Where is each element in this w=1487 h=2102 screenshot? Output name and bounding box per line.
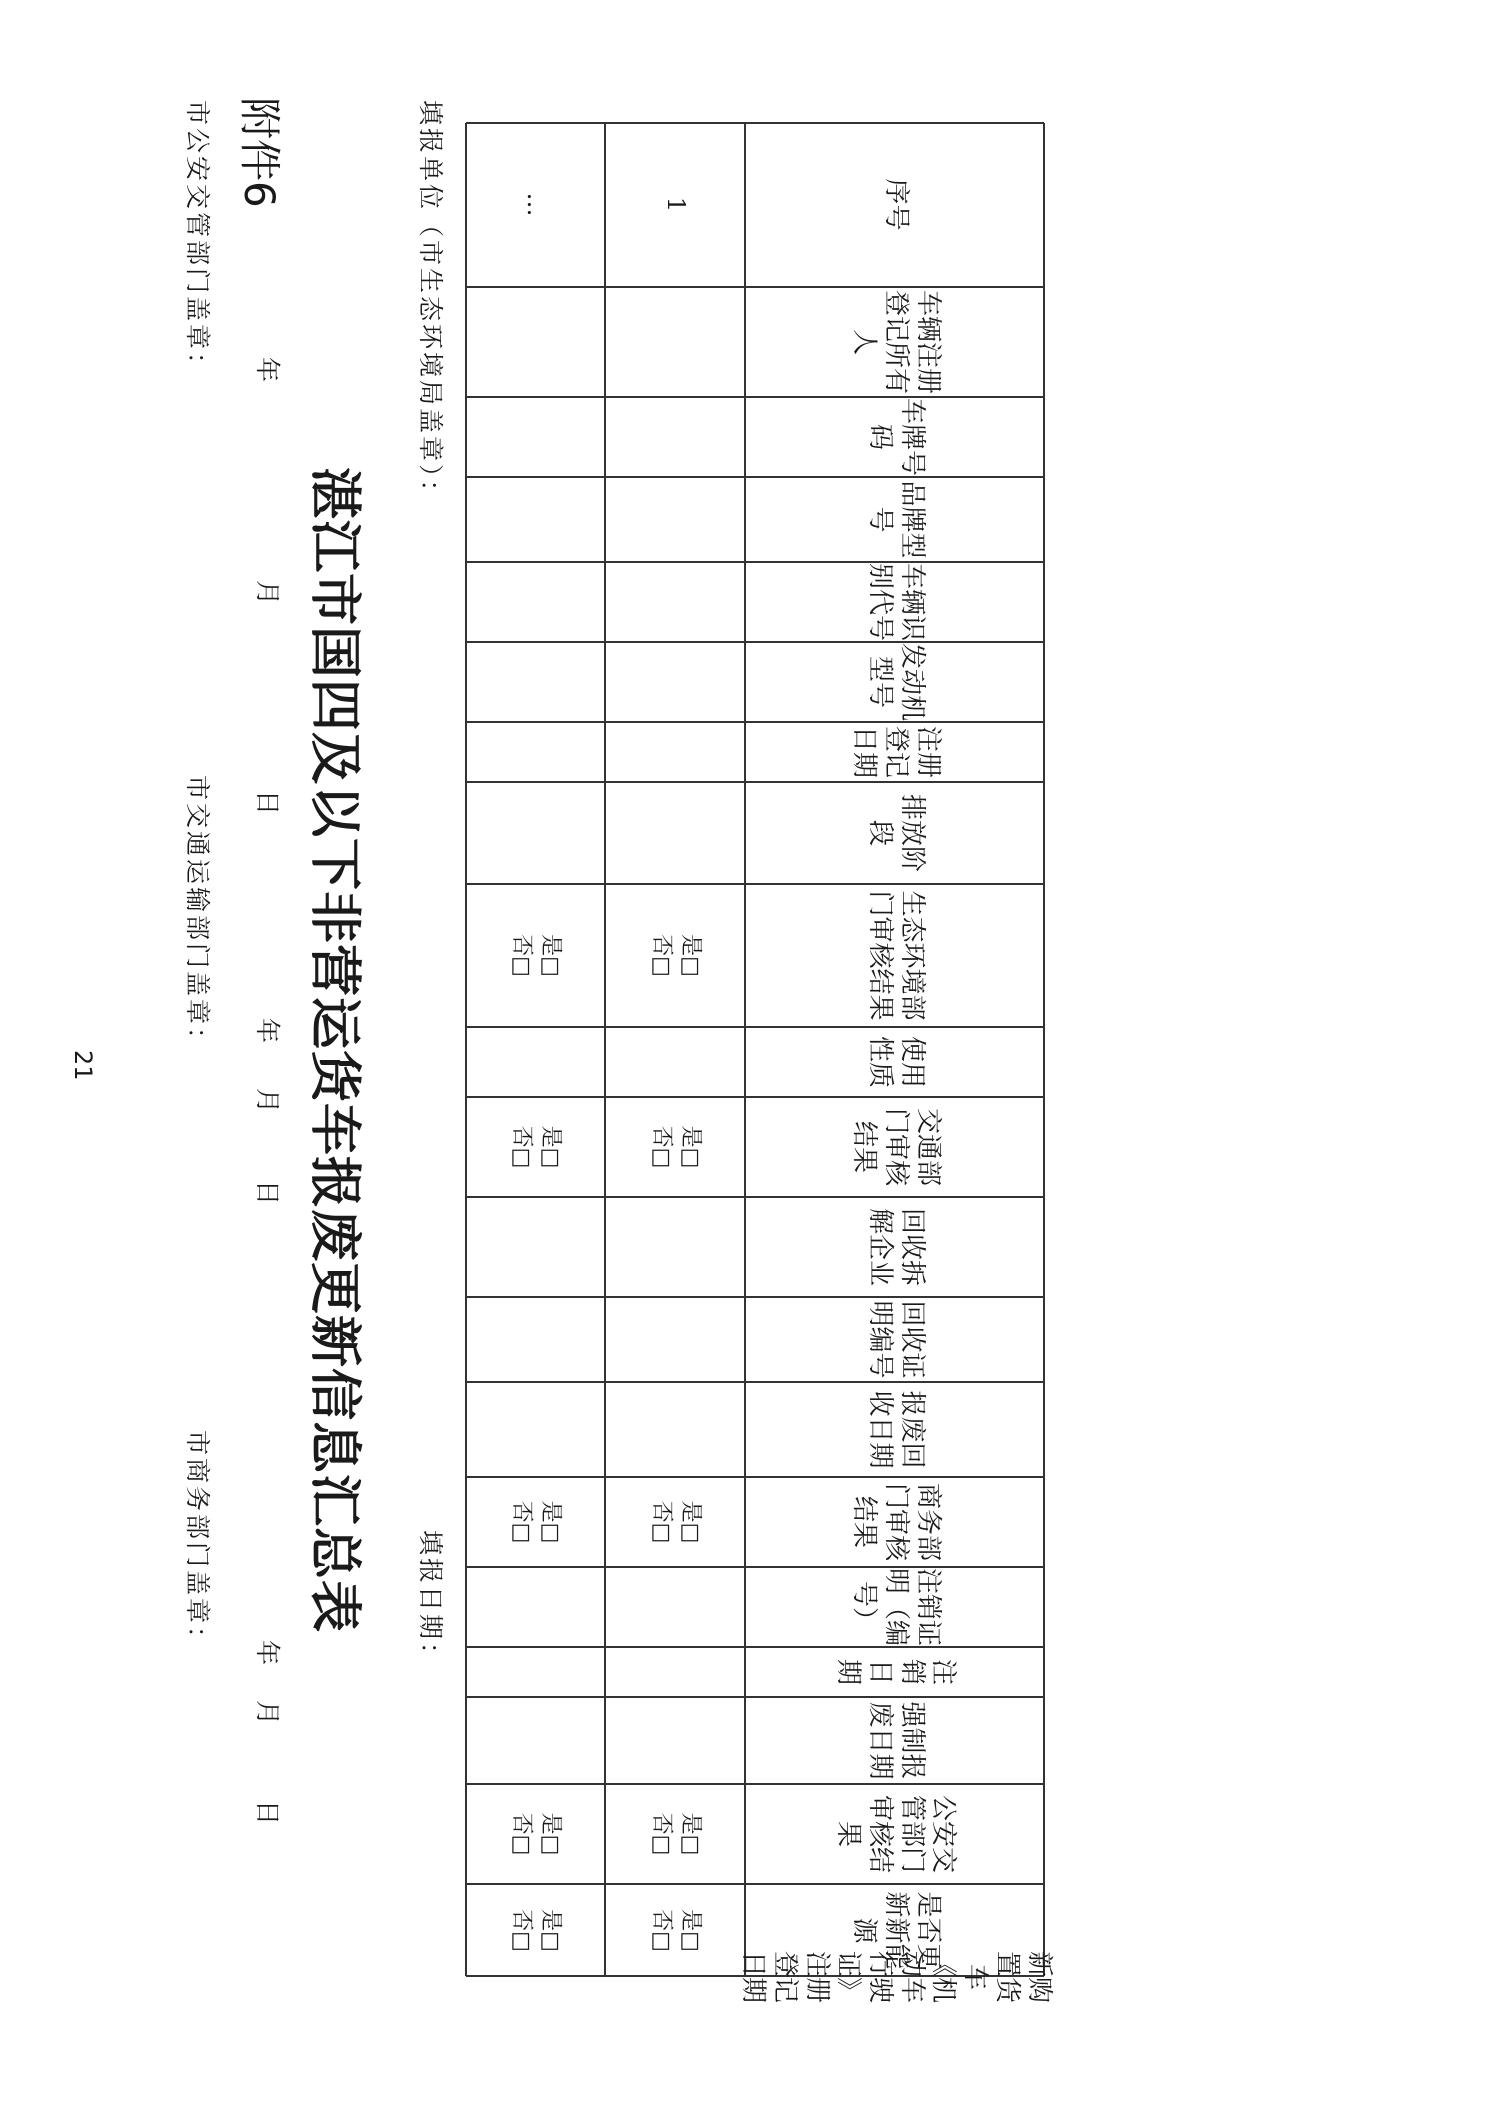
yes-no-choice[interactable] [605, 1884, 745, 1977]
choice-option[interactable]: 否□ [509, 1500, 534, 1544]
choice-option[interactable]: 否□ [649, 1812, 674, 1856]
choice-option[interactable]: 是□ [677, 1812, 703, 1856]
yes-no-choice[interactable] [605, 1097, 745, 1197]
header-cell: 序号 [880, 178, 911, 231]
header-cell: 品牌型号 [865, 480, 927, 559]
header-cell: 交通部门审核结果 [849, 1107, 943, 1186]
police-seal-label: 市公安交管部门盖章： [183, 100, 212, 381]
yes-no-choice[interactable] [605, 884, 745, 1027]
header-cell: 强制报废日期 [865, 1701, 927, 1780]
header-cell: 注销日期 [833, 1658, 959, 1685]
transport-seal-month: 月 [253, 1088, 282, 1114]
choice-option[interactable]: 是□ [537, 1125, 563, 1169]
choice-option[interactable]: 否□ [649, 1125, 674, 1169]
yes-no-choice[interactable] [465, 1477, 605, 1567]
choice-option[interactable]: 是□ [537, 1812, 563, 1856]
header-cell: 商务部门审核结果 [849, 1482, 943, 1561]
header-cell: 报废回收日期 [865, 1390, 927, 1469]
summary-table: 序号 车辆注册登记所有人 车牌号码 品牌型号 车辆识别代号 发动机型号 注册登记日期 排放阶段 生态环境部门审核结果 使用性质 交通部门审核结果 回收拆解企业 回收证明编号 报废回收日期 商务部门审核结果 注销证明（编号） 注销日期 强制报废日期 公安交管部门审核结果 是否更新新能源 新购置货车《机动车行驶证》注册登记日期 1 是□ 否□ 是□ 否□ 是□ 否□ 是□ 否□ 是□ 否□ … 是□ 否□ 是□ 否□ 是□ 否□ 是□ 否□ 是□ 否□ [465, 122, 1045, 1977]
header-cell: 排放阶段 [865, 793, 927, 872]
choice-option[interactable]: 是□ [537, 1500, 563, 1544]
header-cell: 生态环境部门审核结果 [865, 890, 927, 1021]
page-number: 21 [69, 1050, 97, 1081]
yes-no-choice[interactable] [605, 1784, 745, 1884]
choice-option[interactable]: 否□ [509, 1812, 534, 1856]
yes-no-choice[interactable] [465, 1097, 605, 1197]
choice-option[interactable]: 是□ [537, 934, 563, 977]
commerce-seal-year: 年 [253, 1640, 282, 1666]
header-cell: 回收拆解企业 [865, 1207, 927, 1286]
police-seal-year: 年 [253, 357, 282, 383]
page-title: 湛江市国四及以下非营运货车报废更新信息汇总表 [304, 466, 364, 1633]
choice-option[interactable]: 否□ [509, 934, 534, 977]
choice-option[interactable]: 是□ [677, 1500, 703, 1544]
commerce-seal-day: 日 [253, 1800, 282, 1826]
header-cell: 车辆注册登记所有人 [849, 289, 943, 394]
choice-option[interactable]: 否□ [649, 1500, 674, 1544]
header-cell: 注销证明（编号） [849, 1567, 943, 1646]
choice-option[interactable]: 否□ [509, 1125, 534, 1169]
choice-option[interactable]: 是□ [537, 1909, 563, 1952]
header-cell: 注册登记日期 [849, 725, 943, 778]
header-cell: 发动机型号 [865, 642, 927, 721]
row-seq: 1 [661, 196, 690, 213]
fill-date-label: 填报日期： [416, 1530, 445, 1671]
header-cell: 回收证明编号 [865, 1300, 927, 1379]
yes-no-choice[interactable] [605, 1477, 745, 1567]
commerce-seal-month: 月 [253, 1700, 282, 1726]
choice-option[interactable]: 是□ [677, 1125, 703, 1169]
transport-seal-day: 日 [253, 1180, 282, 1206]
yes-no-choice[interactable] [465, 1884, 605, 1977]
header-cell: 车牌号码 [865, 397, 927, 476]
header-cell: 是否更新新能源 [849, 1891, 943, 1970]
choice-option[interactable]: 否□ [649, 1909, 674, 1952]
header-cell: 车辆识别代号 [865, 562, 927, 641]
row-seq: … [521, 192, 550, 217]
transport-seal-label: 市交通运输部门盖章： [183, 775, 212, 1056]
header-cell: 公安交管部门审核结果 [833, 1794, 959, 1873]
police-seal-day: 日 [253, 790, 282, 816]
filler-unit-label: 填报单位（市生态环境局盖章）： [416, 100, 445, 508]
choice-option[interactable]: 是□ [677, 1909, 703, 1952]
transport-seal-year: 年 [253, 1018, 282, 1044]
choice-option[interactable]: 否□ [649, 934, 674, 977]
header-cell: 使用性质 [865, 1035, 927, 1088]
commerce-seal-label: 市商务部门盖章： [183, 1430, 212, 1655]
police-seal-month: 月 [253, 580, 282, 606]
choice-option[interactable]: 否□ [509, 1909, 534, 1952]
attachment-label: 附件6 [235, 97, 284, 208]
choice-option[interactable]: 是□ [677, 934, 703, 977]
yes-no-choice[interactable] [465, 1784, 605, 1884]
yes-no-choice[interactable] [465, 884, 605, 1027]
